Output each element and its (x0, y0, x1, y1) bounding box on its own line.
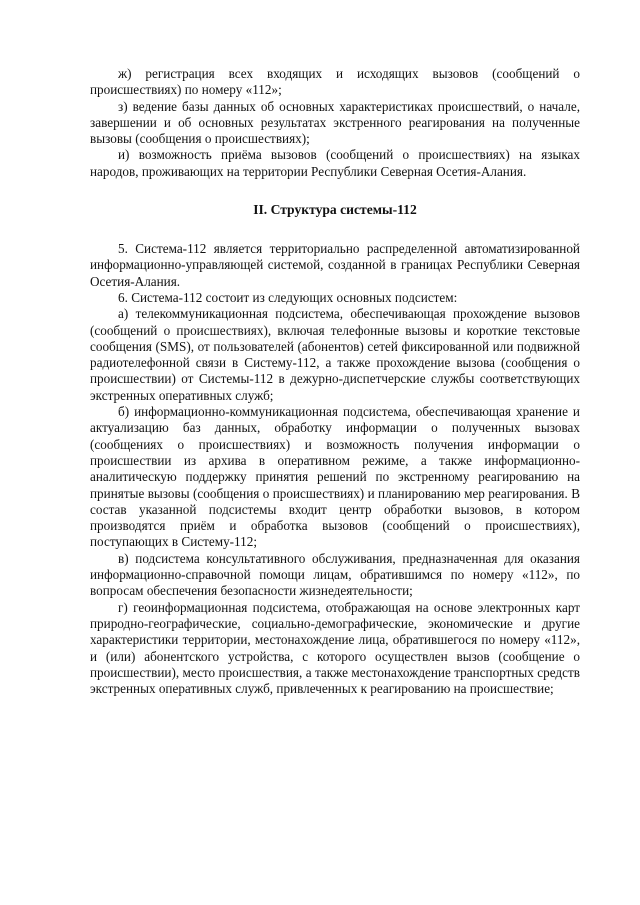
paragraph-g: г) геоинформационная подсистема, отображающая на основе электронных карт природно-географические, социально-демографические, экономические и другие характеристики территории, местонахождение лица, обратившегося по номеру «112», и (или) абонентского устройства, с которого осуществлен вызов (сообщение о происшествии), место происшествия, а также местонахождение транспортных средств экстренных оперативных служб, привлеченных к реагированию на происшествие; (90, 599, 580, 697)
paragraph-zh: ж) регистрация всех входящих и исходящих вызовов (сообщений о происшествиях) по номеру «112»; (90, 66, 580, 98)
paragraph-i: и) возможность приёма вызовов (сообщений о происшествиях) на языках народов, проживающих на территории Республики Северная Осетия-Алания. (90, 147, 580, 179)
document-page (90, 66, 580, 697)
section-heading: II. Структура системы-112 (253, 202, 417, 218)
paragraph-a: а) телекоммуникационная подсистема, обеспечивающая прохождение вызовов (сообщений о происшествиях), включая телефонные вызовы и короткие текстовые сообщения (SMS), от пользователей (абонентов) сетей фиксированной или подвижной радиотелефонной связи в Систему-112, а также прохождение вызова (сообщения о происшествии) от Системы-112 в дежурно-диспетчерские службы соответствующих экстренных оперативных служб; (90, 306, 580, 403)
paragraph-z: з) ведение базы данных об основных характеристиках происшествий, о начале, завершении и об основных результатах экстренного реагирования на полученные вызовы (сообщения о происшествиях); (90, 98, 580, 147)
paragraph-v: в) подсистема консультативного обслуживания, предназначенная для оказания информационно-справочной помощи лицам, обратившимся по номеру «112», по вопросам обеспечения безопасности жизнедеятельности; (90, 550, 580, 599)
paragraph-5: 5. Система-112 является территориально распределенной автоматизированной информационно-управляющей системой, созданной в границах Республики Северная Осетия-Алания. (90, 241, 580, 289)
paragraph-b: б) информационно-коммуникационная подсистема, обеспечивающая хранение и актуализацию баз данных, обработку информации о полученных вызовах (сообщениях о происшествиях) и возможность получения информации о происшествии из архива в оперативном режиме, а также информационно-аналитическую поддержку принятия решений по экстренному реагированию на принятые вызовы (сообщения о происшествиях) и планированию мер реагирования. В состав указанной подсистемы входит центр обработки вызовов, в котором производятся приём и обработка вызовов (сообщений о происшествиях), поступающих в Систему-112; (90, 404, 580, 550)
paragraph-6: 6. Система-112 состоит из следующих основных подсистем: (118, 289, 458, 305)
